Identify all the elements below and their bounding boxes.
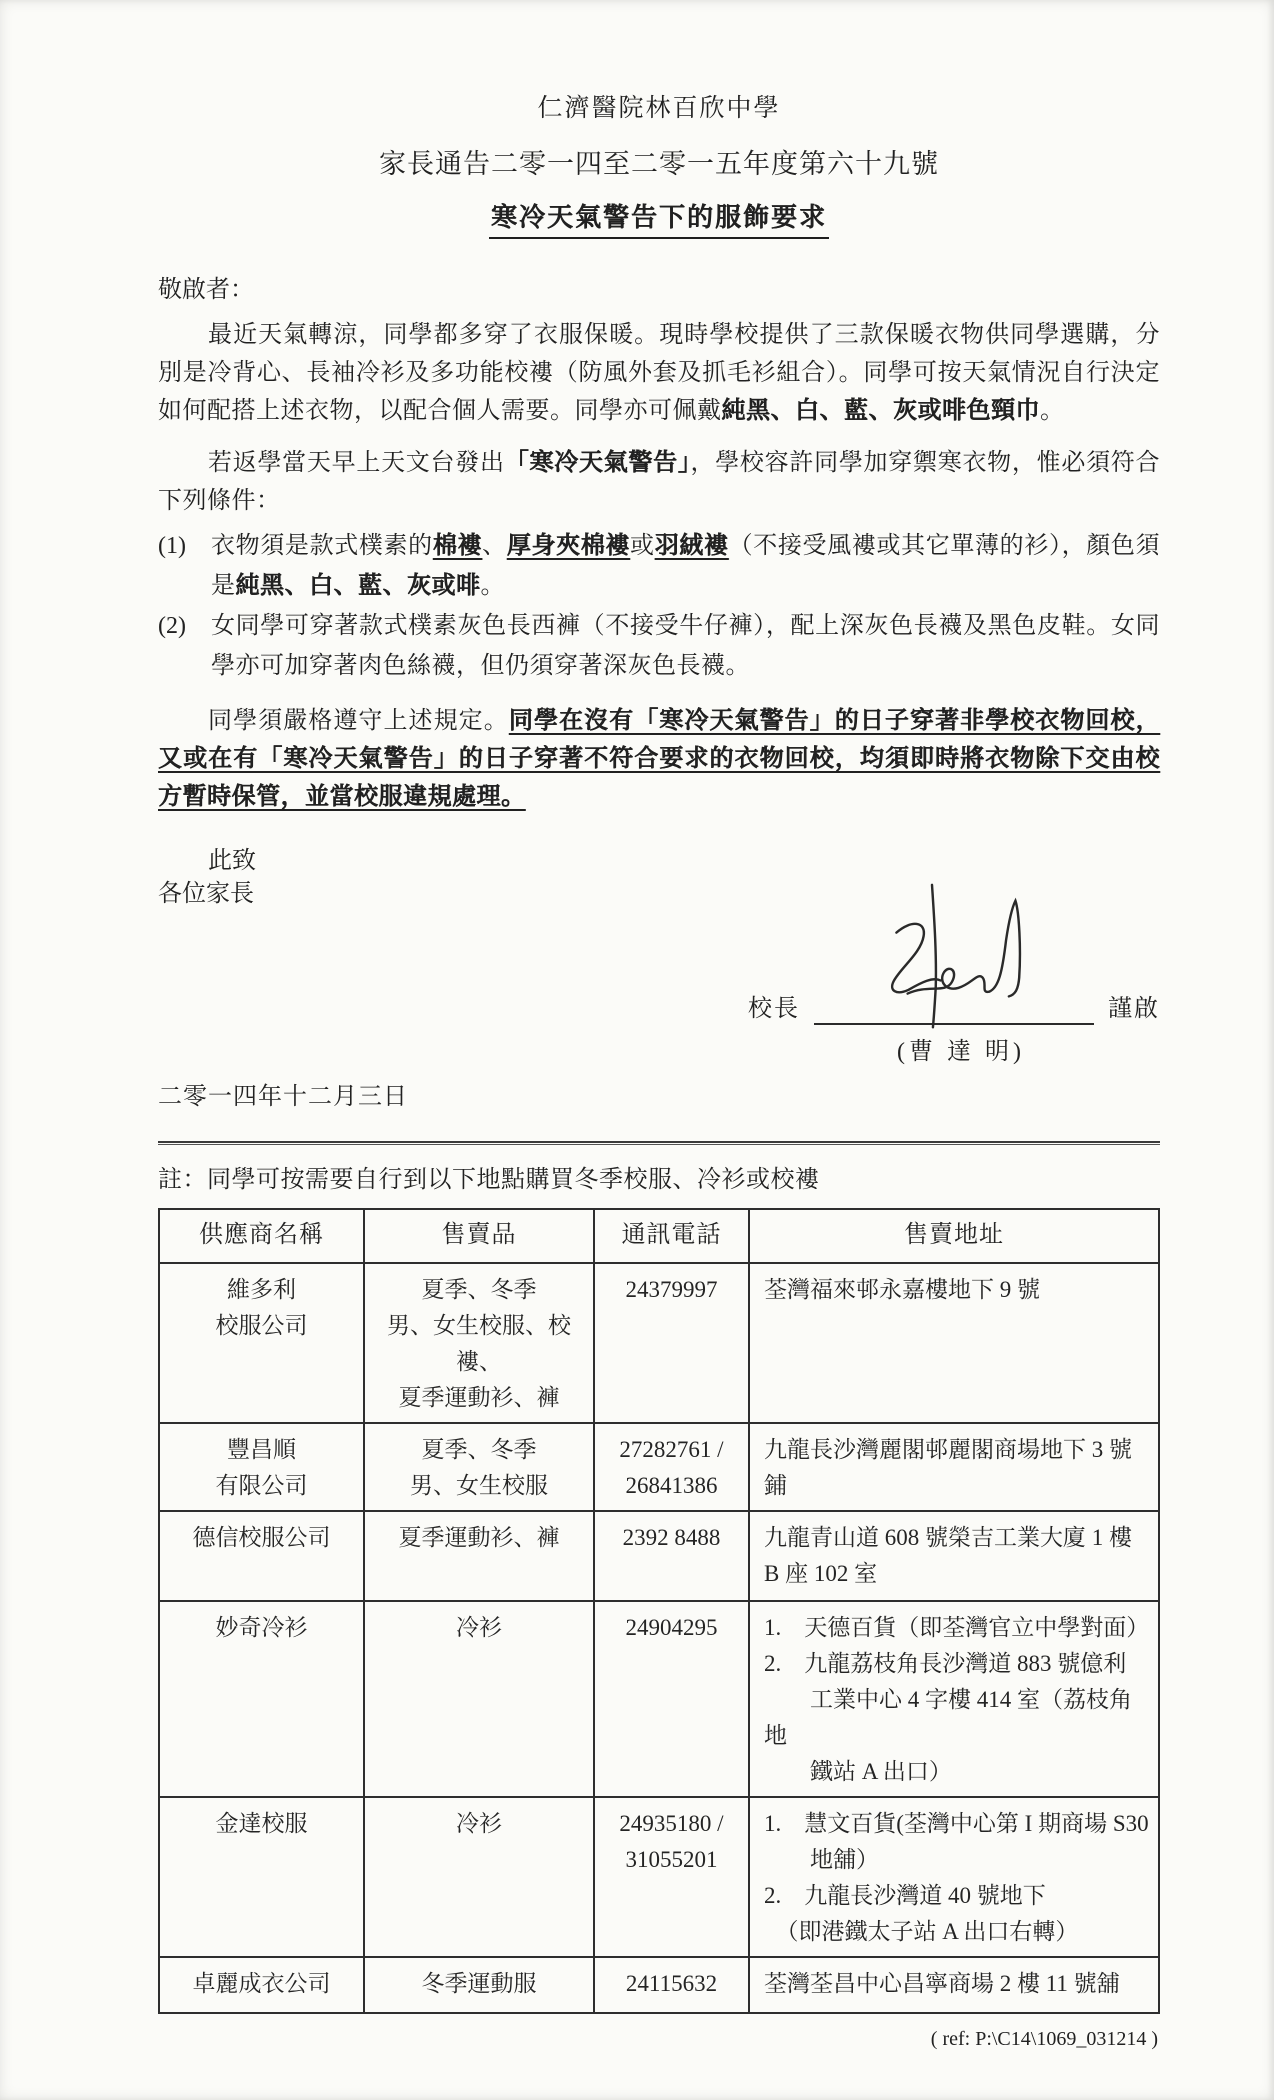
address-cell: 1. 慧文百貨(荃灣中心第 I 期商場 S30 地舖） 2. 九龍長沙灣道 40 號地下 （即港鐵太子站 A 出口右轉） [749,1797,1159,1957]
table-row [159,1423,1159,1511]
condition-item-2 [158,606,1160,686]
phone-cell: 24115632 [594,1957,749,2013]
paragraph-2: 若返學當天早上天文台發出「寒冷天氣警告」，學校容許同學加穿禦寒衣物，惟必須符合下列條件： [158,450,1161,514]
table-row [159,1601,1159,1797]
notice-subject: 寒冷天氣警告下的服飾要求 [489,197,829,239]
file-reference: ( ref: P:\C14\1069_031214 ) [930,2028,1158,2050]
signature-row [158,983,1160,1025]
phone-cell: 2392 8488 [594,1511,749,1601]
supplier-cell: 卓麗成衣公司 [159,1957,364,2013]
paragraph-1: 最近天氣轉涼，同學都多穿了衣服保暖。現時學校提供了三款保暖衣物供同學選購，分別是冷背心、長袖冷衫及多功能校褸（防風外套及抓毛衫組合）。同學可按天氣情況自行決定如何配搭上述衣物，以配合個人需要。同學亦可佩戴純黑、白、藍、灰或啡色頸巾。 [158,322,1160,424]
condition-1-text: 衣物須是款式樸素的棉褸、厚身夾棉褸或羽絨褸（不接受風褸或其它單薄的衫），顏色須是純黑、白、藍、灰或啡。 [211,533,1161,599]
notice-subject-row [158,197,1160,239]
products-cell: 冬季運動服 [364,1957,594,2013]
supplier-cell: 妙奇冷衫 [159,1601,364,1797]
closing-recipients: 各位家長 [158,881,254,907]
address-cell: 荃灣荃昌中心昌寧商場 2 樓 11 號舖 [749,1957,1159,2013]
phone-cell: 27282761 / 26841386 [594,1423,749,1511]
document-content [158,0,1160,2051]
notice-number: 家長通告二零一四至二零一五年度第六十九號 [379,149,939,179]
supplier-cell: 金達校服 [159,1797,364,1957]
supplier-cell: 德信校服公司 [159,1511,364,1601]
salutation: 敬啟者： [158,277,254,303]
header-products: 售賣品 [364,1209,594,1263]
suppliers-table [158,1208,1160,2014]
principal-name: (曹 達 明) [897,1039,1025,1065]
table-row [159,1957,1159,2013]
table-header-row [159,1209,1159,1263]
notice-header [158,0,1160,239]
principal-label: 校長 [748,996,800,1022]
phone-cell: 24935180 / 31055201 [594,1797,749,1957]
address-cell: 荃灣福來邨永嘉樓地下 9 號 [749,1263,1159,1423]
products-cell: 夏季運動衫、褲 [364,1511,594,1601]
header-address: 售賣地址 [749,1209,1159,1263]
handwritten-signature [842,881,1067,1033]
header-phone: 通訊電話 [594,1209,749,1263]
divider-rule [158,1141,1160,1145]
notice-date: 二零一四年十二月三日 [158,1084,408,1110]
address-cell: 九龍青山道 608 號榮吉工業大廈 1 樓 B 座 102 室 [749,1511,1159,1601]
address-cell: 1. 天德百貨（即荃灣官立中學對面） 2. 九龍荔枝角長沙灣道 883 號億利 工業中心 4 字樓 414 室（荔枝角地 鐵站 A 出口） [749,1601,1159,1797]
header-supplier-name: 供應商名稱 [159,1209,364,1263]
products-cell: 冷衫 [364,1797,594,1957]
address-cell: 九龍長沙灣麗閣邨麗閣商場地下 3 號鋪 [749,1423,1159,1511]
signature-line [814,989,1094,1025]
condition-2-text: 女同學可穿著款式樸素灰色長西褲（不接受牛仔褲），配上深灰色長襪及黑色皮鞋。女同學亦可加穿著肉色絲襪，但仍須穿著深灰色長襪。 [211,613,1160,679]
phone-cell: 24904295 [594,1601,749,1797]
school-name: 仁濟醫院林百欣中學 [537,95,781,122]
paragraph-3: 同學須嚴格遵守上述規定。同學在沒有「寒冷天氣警告」的日子穿著非學校衣物回校，又或在有「寒冷天氣警告」的日子穿著不符合要求的衣物回校，均須即時將衣物除下交由校方暫時保管，並當校服違規處理。 [158,708,1160,810]
condition-item-1 [158,526,1160,606]
conditions-list [158,526,1160,686]
supplier-cell: 維多利 校服公司 [159,1263,364,1423]
products-cell: 夏季、冬季 男、女生校服、校褸、 夏季運動衫、褲 [364,1263,594,1423]
supplier-cell: 豐昌順 有限公司 [159,1423,364,1511]
table-row [159,1797,1159,1957]
condition-2-number: (2) [158,613,186,639]
products-cell: 夏季、冬季 男、女生校服 [364,1423,594,1511]
closing-this-sends: 此致 [208,848,256,874]
table-row [159,1511,1159,1601]
purchase-note: 註：同學可按需要自行到以下地點購買冬季校服、冷衫或校褸 [158,1167,820,1193]
respectfully-label: 謹啟 [1108,996,1160,1022]
condition-1-number: (1) [158,533,186,559]
phone-cell: 24379997 [594,1263,749,1423]
products-cell: 冷衫 [364,1601,594,1797]
table-row [159,1263,1159,1423]
